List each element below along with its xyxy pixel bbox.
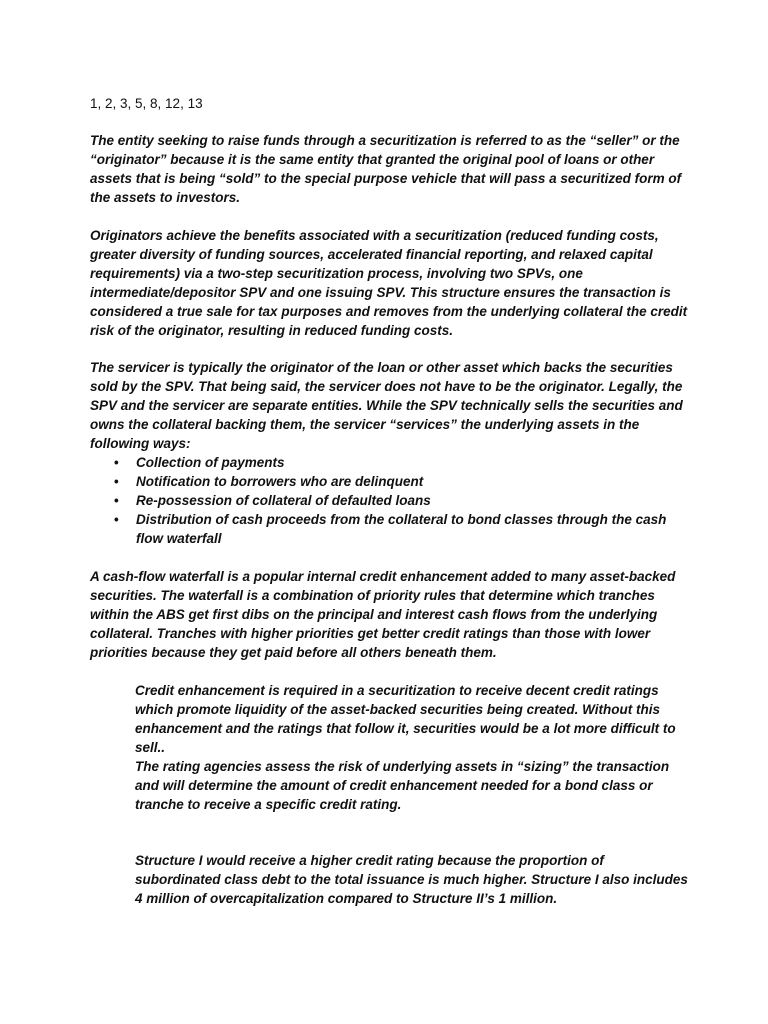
bullet-icon: •: [114, 493, 119, 508]
paragraph-seller: The entity seeking to raise funds through a securitization is referred to as the “seller” or the “originator” because it is the same entity that granted the original pool of loans or other assets that is being “sold” to the special purpose vehicle that will pass a securitized form of the assets to investors.: [90, 133, 682, 205]
list-item-text: Re-possession of collateral of defaulted loans: [136, 493, 431, 508]
list-item-text: Collection of payments: [136, 455, 285, 470]
bullet-icon: •: [114, 474, 119, 489]
question-numbers: 1, 2, 3, 5, 8, 12, 13: [90, 96, 203, 111]
list-item-text: Distribution of cash proceeds from the collateral to bond classes through the cash flow waterfall: [136, 512, 667, 546]
paragraph-waterfall: A cash-flow waterfall is a popular internal credit enhancement added to many asset-backed securities. The waterfall is a combination of priority rules that determine which tranches within the ABS get first dibs on the principal and interest cash flows from the underlying collateral. Tranches with higher priorities get better credit ratings than those with lower priorities because they get paid before all others beneath them.: [90, 569, 676, 660]
list-item: [90, 453, 688, 472]
paragraph-structure: Structure I would receive a higher credit rating because the proportion of subordinated class debt to the total issuance is much higher. Structure I also includes 4 million of overcapitalization compared to Structure II’s 1 million.: [135, 853, 688, 906]
paragraph-originators: Originators achieve the benefits associated with a securitization (reduced funding costs, greater diversity of funding sources, accelerated financial reporting, and relaxed capital requirements) via a two-step securitization process, involving two SPVs, one intermediate/depositor SPV and one issuing SPV. This structure ensures the transaction is considered a true sale for tax purposes and removes from the underlying collateral the credit risk of the originator, resulting in reduced funding costs.: [90, 228, 688, 338]
paragraph-credit-enhancement: Credit enhancement is required in a securitization to receive decent credit ratings which promote liquidity of the asset-backed securities being created. Without this enhancement and the ratings that follow it, securities would be a lot more difficult to sell..: [135, 683, 676, 755]
list-item: [90, 472, 688, 491]
paragraph-rating-agencies: The rating agencies assess the risk of underlying assets in “sizing” the transaction and will determine the amount of credit enhancement needed for a bond class or tranche to receive a specific credit rating.: [135, 759, 670, 812]
bullet-icon: •: [114, 512, 119, 527]
servicer-duties-list: [90, 453, 688, 548]
list-item: [90, 491, 688, 510]
list-item: [90, 510, 688, 548]
list-item-text: Notification to borrowers who are delinquent: [136, 474, 424, 489]
bullet-icon: •: [114, 455, 119, 470]
paragraph-servicer: The servicer is typically the originator of the loan or other asset which backs the securities sold by the SPV. That being said, the servicer does not have to be the originator. Legally, the SPV and the servicer are separate entities. While the SPV technically sells the securities and owns the collateral backing them, the servicer “services” the underlying assets in the following ways:: [90, 360, 683, 451]
